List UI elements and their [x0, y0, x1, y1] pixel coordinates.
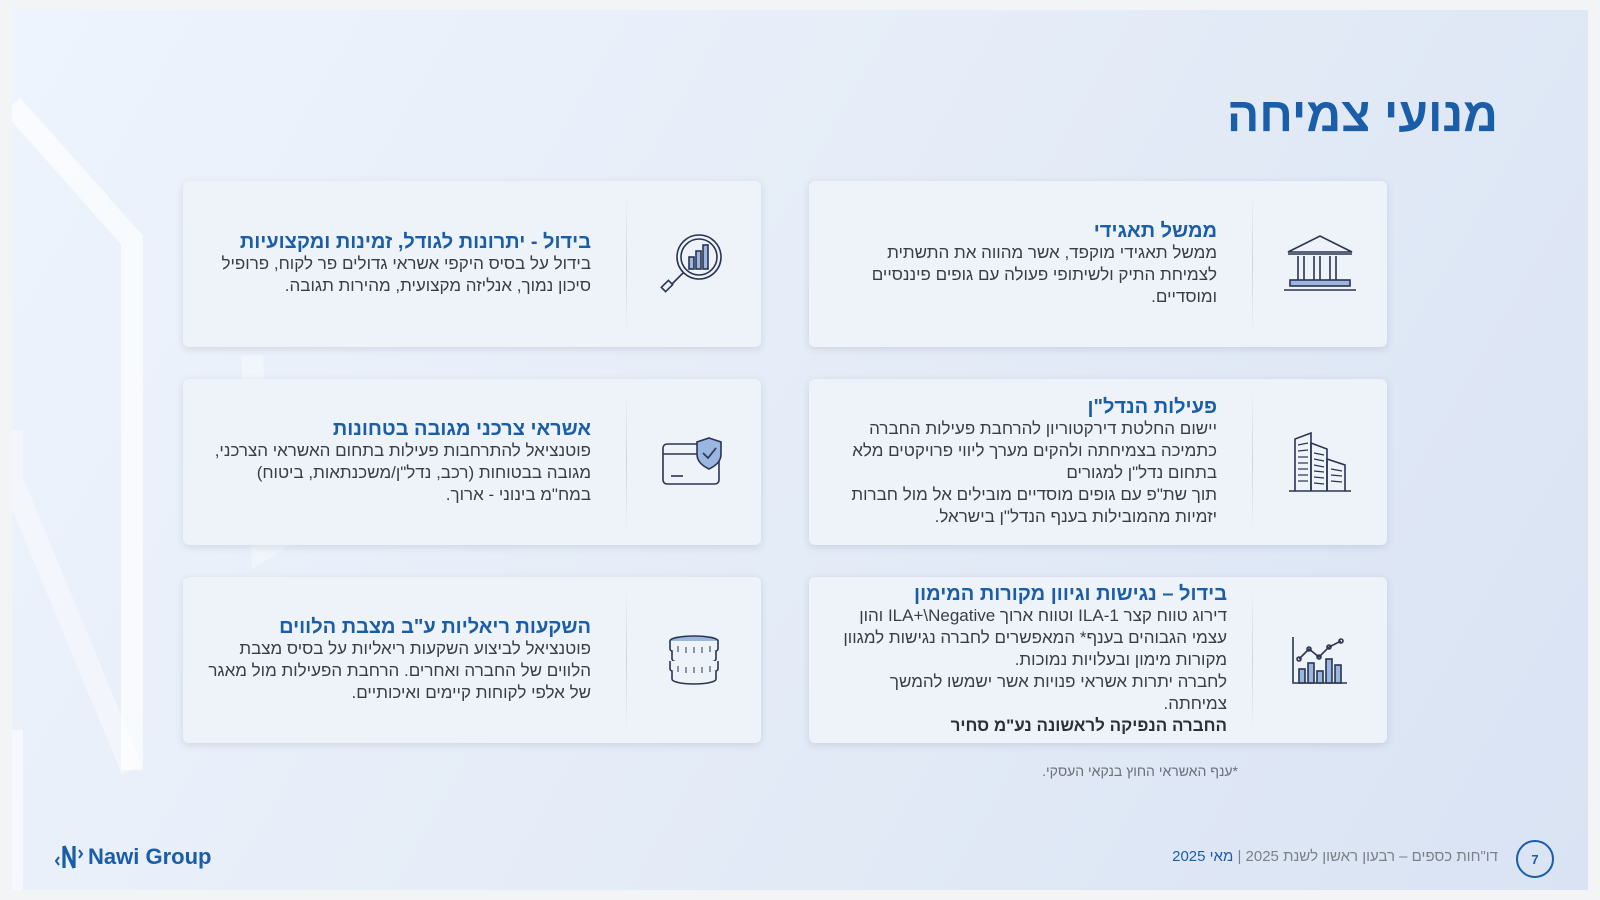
city-buildings-icon — [1287, 429, 1353, 495]
card-financing-sources — [809, 577, 1387, 743]
card-body: בידול על בסיס היקפי אשראי גדולים פר לקוח, פרופיל סיכון נמוך, אנליזה מקצועית, מהירות תגובה. — [221, 254, 591, 295]
footer-report: דו"חות כספים – רבעון ראשון לשנת 2025 | — [1237, 848, 1498, 865]
card-divider — [1252, 193, 1253, 335]
coin-stack-icon — [664, 633, 724, 687]
card-text — [203, 616, 591, 704]
company-logo — [54, 840, 211, 874]
card-text — [829, 220, 1217, 308]
secured-card-icon — [659, 434, 729, 490]
card-bold-note: החברה הנפיקה לראשונה נע"מ סחיר — [950, 716, 1227, 735]
card-title: ממשל תאגידי — [1093, 220, 1217, 242]
card-icon-zone — [1253, 181, 1387, 347]
card-body-line: יישום החלטת דירקטוריון להרחבת פעילות החברה כתמיכה בצמיחתה ולהקים מערך ליווי פרויקטים מלא בתחום נדל"ן למגורים — [852, 419, 1217, 482]
card-title: בידול - יתרונות לגודל, זמינות ומקצועיות — [239, 231, 591, 253]
card-icon-zone — [627, 181, 761, 347]
card-differentiation-scale — [183, 181, 761, 347]
card-body: פוטנציאל לביצוע השקעות ריאליות על בסיס מצבת הלווים של החברה ואחרים. הרחבת הפעילות מול מאגר של אלפי לקוחות קיימים ואיכותיים. — [208, 639, 591, 702]
slide — [12, 10, 1588, 890]
card-consumer-credit — [183, 379, 761, 545]
card-corporate-governance — [809, 181, 1387, 347]
card-text — [203, 231, 591, 297]
card-real-investments — [183, 577, 761, 743]
card-icon-zone — [1253, 577, 1387, 743]
nawi-logo-icon — [54, 842, 84, 872]
card-text — [203, 418, 591, 506]
card-icon-zone — [627, 577, 761, 743]
card-body: פוטנציאל להתרחבות פעילות בתחום האשראי הצרכני, מגובה בבטוחות (רכב, נדל"ן/משכנתאות, ביטוח) במח"מ בינוני - ארוך. — [214, 441, 591, 504]
card-divider — [626, 391, 627, 533]
card-body-line: לחברה יתרות אשראי פנויות אשר ישמשו להמשך צמיחתה. — [889, 672, 1227, 713]
card-title: פעילות הנדל"ן — [1087, 396, 1217, 418]
card-text — [827, 583, 1227, 737]
card-icon-zone — [1253, 379, 1387, 545]
card-divider — [626, 193, 627, 335]
footnote: *ענף האשראי החוץ בנקאי העסקי. — [1042, 763, 1238, 779]
logo-text: Nawi Group — [88, 844, 212, 869]
card-divider — [1252, 589, 1253, 731]
page-number: 7 — [1516, 840, 1554, 878]
card-divider — [1252, 391, 1253, 533]
card-title: בידול – נגישות וגיוון מקורות המימון — [914, 583, 1227, 605]
magnifier-chart-icon — [659, 229, 729, 299]
card-body-line: תוך שת"פ עם גופים מוסדיים מובילים אל מול חברות יזמיות מהמובילות בענף הנדל"ן בישראל. — [851, 485, 1217, 526]
card-title: אשראי צרכני מגובה בטחונות — [332, 418, 591, 440]
footer-report-label — [1172, 848, 1498, 865]
growth-chart-icon — [1289, 633, 1351, 687]
card-real-estate — [809, 379, 1387, 545]
page-title: מנועי צמיחה — [1226, 89, 1498, 142]
card-icon-zone — [627, 379, 761, 545]
card-divider — [626, 589, 627, 731]
card-body: ממשל תאגידי מוקפד, אשר מהווה את התשתית לצמיחת התיק ולשיתופי פעולה עם גופים פיננסיים ומוסדיים. — [871, 243, 1217, 306]
bank-building-icon — [1280, 232, 1360, 296]
card-body-line: דירוג טווח קצר ILA-1 וטווח ארוך ILA+\Negative והון עצמי הגבוהים בענף* המאפשרים לחברה נגישות למגוון מקורות מימון ובעלויות נמוכות. — [843, 606, 1227, 669]
footer-date: מאי 2025 — [1172, 848, 1234, 865]
card-title: השקעות ריאליות ע"ב מצבת הלווים — [279, 616, 591, 638]
card-text — [829, 396, 1217, 528]
